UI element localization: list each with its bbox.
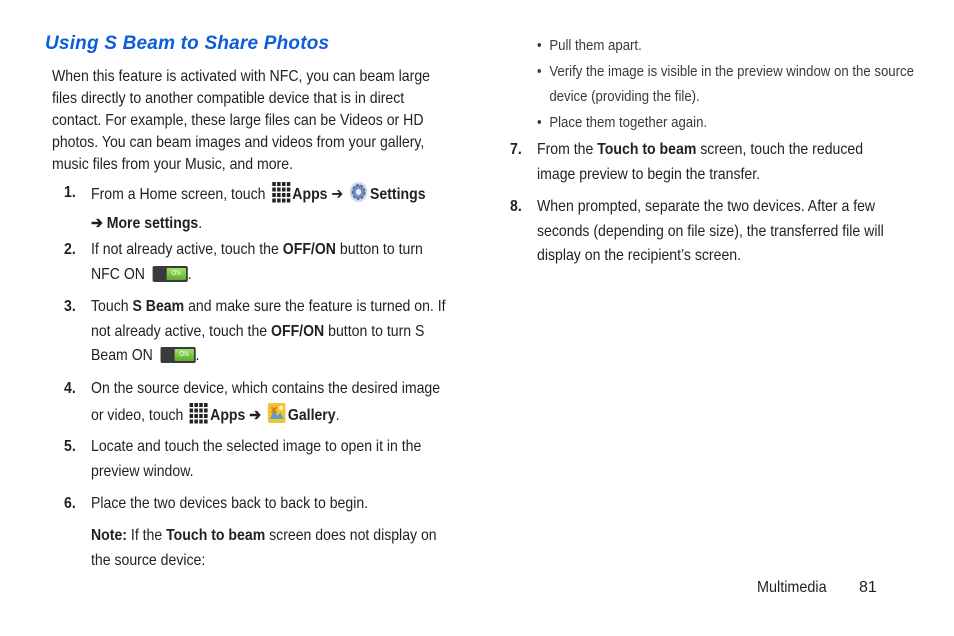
step-1-apps-label: Apps [292, 186, 328, 203]
step-2 [64, 238, 501, 287]
punctuation: . [187, 265, 192, 283]
footer-section-title: Multimedia [757, 579, 827, 596]
note-text-a: If the [130, 527, 163, 544]
page-number: 81 [859, 579, 877, 596]
step-8 [510, 195, 947, 269]
step-5 [64, 435, 501, 484]
note-text-b: screen does not display on the source device: [91, 527, 437, 569]
gallery-icon [267, 402, 286, 433]
step-text [91, 181, 452, 236]
step-4-apps-label: Apps [210, 406, 246, 424]
step-1 [64, 181, 501, 236]
section-heading: Using S Beam to Share Photos [45, 33, 330, 54]
note-label: Note: [91, 527, 127, 544]
gallery-label: Gallery [287, 406, 336, 424]
settings-gear-icon [349, 181, 368, 212]
step-2-text-a: If not already active, touch the [91, 241, 279, 258]
step-3-text-b: and make sure the feature is turned on. If not already active, touch the [91, 298, 446, 340]
step-number: 4. [64, 380, 76, 397]
step-4-text-a: On the source device, which contains the desired image or video, touch [91, 380, 441, 424]
step-7 [510, 138, 947, 187]
bullet-text: Verify the image is visible in the preview window on the source device (providing the file). [549, 63, 914, 105]
bullet-text: Place them together again. [549, 114, 708, 131]
step-7-text-a: From the [537, 141, 594, 158]
step-2-text-b: button to turn NFC ON [91, 241, 423, 283]
touch-to-beam-label: Touch to beam [597, 141, 697, 158]
punctuation: . [195, 347, 200, 364]
list-item [537, 110, 915, 135]
on-toggle-icon [152, 266, 187, 282]
step-3-text-a: Touch [91, 298, 129, 315]
arrow-icon: ➔ [249, 406, 262, 424]
toggle-on-label: ON [174, 349, 193, 361]
step-1-text-a: From a Home screen, touch [91, 186, 266, 203]
step-1-more-settings-label: More settings [106, 214, 199, 232]
bullet-marker: • [537, 114, 542, 131]
bullet-list [537, 33, 954, 135]
arrow-icon: ➔ [331, 186, 344, 203]
step-text: When prompted, separate the two devices. After a few seconds (depending on file size), the transferred file will display on the recipient’s screen. [537, 198, 884, 264]
apps-grid-icon [271, 181, 290, 212]
step-4 [64, 377, 501, 432]
list-item [537, 33, 915, 58]
step-number: 1. [64, 184, 76, 201]
off-on-label: OFF/ON [282, 241, 336, 258]
step-1-settings-label: Settings [370, 186, 426, 203]
step-text: Place the two devices back to back to begin. [91, 495, 369, 512]
step-text [91, 295, 452, 369]
step-text [91, 377, 452, 432]
step-text: Locate and touch the selected image to open it in the preview window. [91, 438, 422, 480]
step-number: 5. [64, 438, 76, 455]
toggle-on-label: ON [166, 268, 185, 280]
arrow-icon: ➔ [91, 214, 103, 232]
bullet-marker: • [537, 37, 542, 54]
step-number: 7. [510, 141, 522, 158]
off-on-label: OFF/ON [271, 322, 325, 340]
touch-to-beam-label: Touch to beam [166, 527, 266, 544]
step-7-text-b: screen, touch the reduced image preview to begin the transfer. [537, 141, 864, 183]
apps-grid-icon [189, 402, 208, 433]
note [91, 524, 501, 573]
bullet-marker: • [537, 63, 542, 80]
punctuation: . [198, 214, 203, 232]
step-3-text-c: button to turn S Beam ON [91, 322, 425, 364]
step-number: 8. [510, 198, 522, 215]
step-number: 2. [64, 241, 76, 258]
step-number: 6. [64, 495, 76, 512]
step-number: 3. [64, 298, 76, 315]
step-text [537, 138, 898, 187]
intro-paragraph: When this feature is activated with NFC, you can beam large files directly to another compatible device that is in direct contact. For example, these large files can be Videos or HD photos. You can beam images and videos from your gallery, music files from your Music, and more. [52, 68, 430, 173]
bullet-text: Pull them apart. [549, 37, 642, 54]
left-column [52, 66, 452, 569]
step-6 [64, 492, 501, 517]
list-item [537, 59, 915, 109]
on-toggle-icon [160, 347, 195, 363]
step-text [91, 238, 452, 287]
note-text [91, 524, 452, 573]
s-beam-label: S Beam [132, 298, 185, 315]
step-3 [64, 295, 501, 369]
punctuation: . [335, 406, 340, 424]
